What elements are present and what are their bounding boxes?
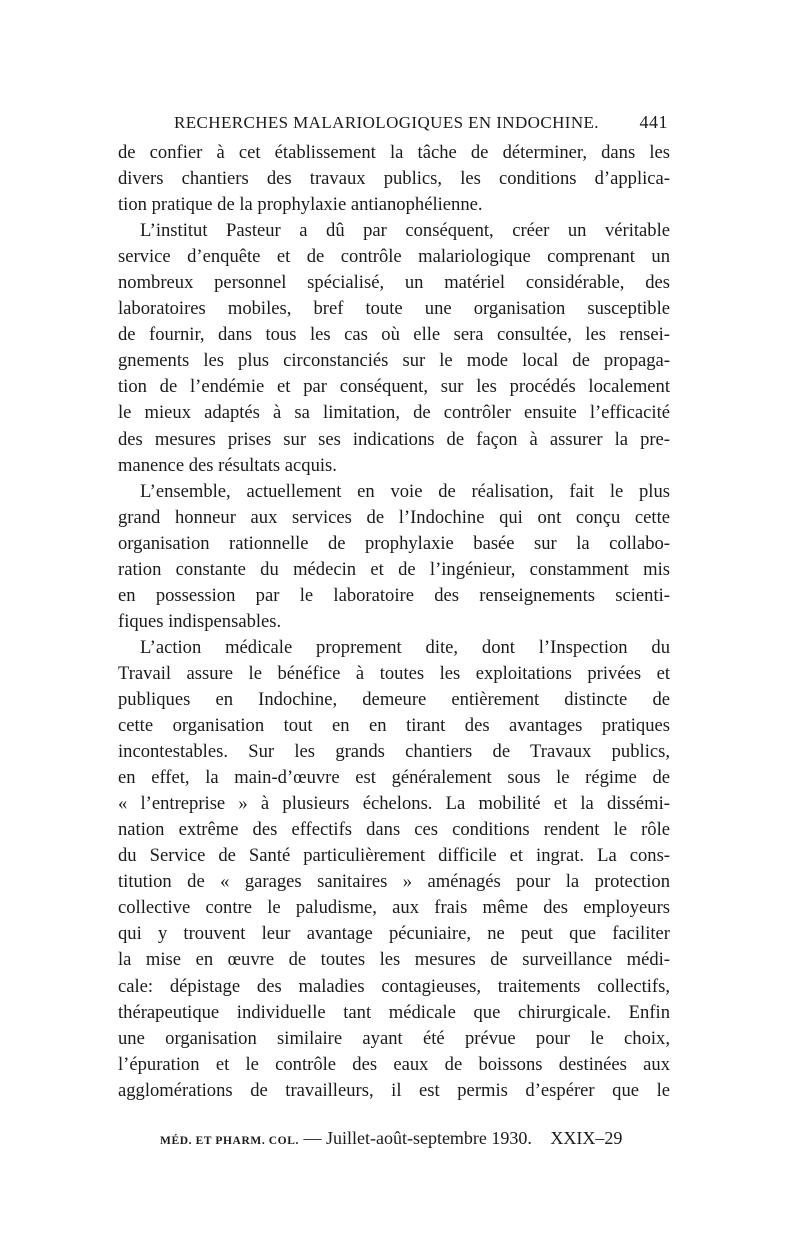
text-line: nation extrême des effectifs dans ces conditions rendent le rôle: [118, 819, 670, 841]
text-line: tion de l’endémie et par conséquent, sur les procédés localement: [118, 376, 670, 398]
text-line: qui y trouvent leur avantage pécuniaire, ne peut que faciliter: [118, 923, 670, 945]
text-line: L’ensemble, actuellement en voie de réalisation, fait le plus: [140, 480, 670, 502]
text-line: divers chantiers des travaux publics, les conditions d’applica-: [118, 168, 670, 190]
text-line: laboratoires mobiles, bref toute une organisation susceptible: [118, 298, 670, 320]
text-line: fiques indispensables.: [118, 610, 282, 632]
text-line: L’institut Pasteur a dû par conséquent, créer un véritable: [140, 220, 670, 242]
footer-dash: —: [303, 1128, 322, 1148]
text-line: collective contre le paludisme, aux frais même des employeurs: [118, 897, 670, 919]
text-line: cale: dépistage des maladies contagieuses, traitements collectifs,: [118, 975, 670, 997]
text-line: ration constante du médecin et de l’ingénieur, constamment mis: [118, 558, 670, 580]
text-line: Travail assure le bénéfice à toutes les exploitations privées et: [118, 662, 670, 684]
text-line: incontestables. Sur les grands chantiers de Travaux publics,: [118, 741, 670, 763]
text-line: une organisation similaire ayant été prévue pour le choix,: [118, 1027, 670, 1049]
body-text: [118, 140, 670, 1104]
paragraph: [118, 218, 670, 478]
text-line: agglomérations de travailleurs, il est permis d’espérer que le: [118, 1079, 670, 1101]
footer-date: Juillet-août-septembre 1930.: [325, 1128, 532, 1148]
footer-issue: XXIX–29: [550, 1128, 623, 1148]
text-line: organisation rationnelle de prophylaxie basée sur la collabo-: [118, 532, 670, 554]
text-line: nombreux personnel spécialisé, un matériel considérable, des: [118, 272, 670, 294]
text-line: des mesures prises sur ses indications de façon à assurer la pre-: [118, 428, 670, 450]
text-line: du Service de Santé particulièrement difficile et ingrat. La cons-: [118, 845, 670, 867]
running-head: [118, 112, 670, 140]
text-line: thérapeutique individuelle tant médicale que chirurgicale. Enfin: [118, 1001, 670, 1023]
page: [118, 112, 670, 1104]
text-line: manence des résultats acquis.: [118, 454, 337, 476]
text-line: la mise en œuvre de toutes les mesures de surveillance médi-: [118, 949, 670, 971]
text-line: L’action médicale proprement dite, dont l’Inspection du: [140, 636, 670, 658]
page-number: 441: [639, 112, 668, 132]
text-line: en effet, la main-d’œuvre est généralement sous le régime de: [118, 767, 670, 789]
text-line: grand honneur aux services de l’Indochine qui ont conçu cette: [118, 506, 670, 528]
paragraph: [118, 479, 670, 635]
text-line: gnements les plus circonstanciés sur le mode local de propaga-: [118, 350, 670, 372]
paragraph: [118, 635, 670, 1104]
text-line: de confier à cet établissement la tâche de déterminer, dans les: [118, 142, 670, 163]
text-line: titution de « garages sanitaires » aménagés pour la protection: [118, 871, 670, 893]
text-line: publiques en Indochine, demeure entièrement distincte de: [118, 688, 670, 710]
text-line: « l’entreprise » à plusieurs échelons. La mobilité et la dissémi-: [118, 793, 670, 815]
text-line: cette organisation tout en en tirant des avantages pratiques: [118, 715, 670, 737]
text-line: l’épuration et le contrôle des eaux de boissons destinées aux: [118, 1053, 670, 1075]
text-line: service d’enquête et de contrôle malariologique comprenant un: [118, 246, 670, 268]
footer-journal: MÉD. ET PHARM. COL.: [160, 1135, 299, 1147]
footer: [160, 1128, 622, 1149]
text-line: de fournir, dans tous les cas où elle sera consultée, les rensei-: [118, 324, 670, 346]
text-line: tion pratique de la prophylaxie antianophélienne.: [118, 194, 483, 216]
text-line: en possession par le laboratoire des renseignements scienti-: [118, 584, 670, 606]
text-line: le mieux adaptés à sa limitation, de contrôler ensuite l’efficacité: [118, 402, 670, 424]
paragraph: [118, 140, 670, 218]
running-title: RECHERCHES MALARIOLOGIQUES EN INDOCHINE.: [174, 113, 599, 132]
